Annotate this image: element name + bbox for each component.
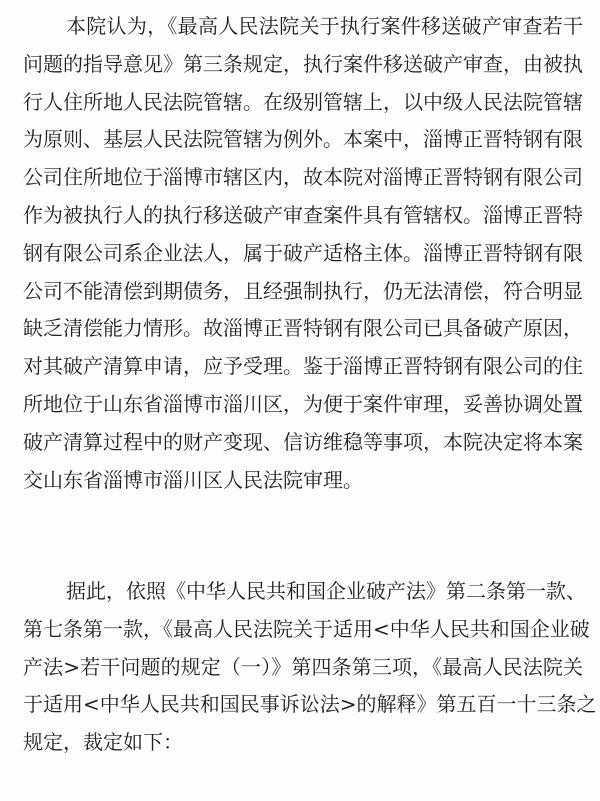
text-line: 规定，裁定如下： (23, 730, 183, 755)
text-line: 于适用<中华人民共和国民事诉讼法>的解释》第五百一十三条之 (23, 692, 597, 717)
text-line: 缺乏清偿能力情形。故淄博正晋特钢有限公司已具备破产原因， (23, 316, 583, 341)
text-line: 本院认为，《最高人民法院关于执行案件移送破产审查若干 (66, 14, 583, 38)
text-line: 所地位于山东省淄博市淄川区，为便于案件审理，妥善协调处置 (23, 391, 583, 416)
text-line: 为原则、基层人民法院管辖为例外。本案中，淄博正晋特钢有限 (23, 127, 583, 152)
text-line: 产法>若干问题的规定（一）》第四条第三项，《最高人民法院关 (23, 654, 583, 679)
text-line: 对其破产清算申请，应予受理。鉴于淄博正晋特钢有限公司的住 (23, 354, 583, 379)
text-line: 据此，依照《中华人民共和国企业破产法》第二条第一款、 (66, 579, 586, 603)
text-line: 行人住所地人民法院管辖。在级别管辖上，以中级人民法院管辖 (23, 89, 583, 114)
paragraph-ruling-basis (23, 573, 597, 762)
text-line: 作为被执行人的执行移送破产审查案件具有管辖权。淄博正晋特 (23, 202, 583, 227)
paragraph-reasoning (23, 8, 583, 499)
text-line: 交山东省淄博市淄川区人民法院审理。 (23, 467, 363, 492)
text-line: 公司住所地位于淄博市辖区内，故本院对淄博正晋特钢有限公司 (23, 165, 583, 190)
text-line: 公司不能清偿到期债务，且经强制执行，仍无法清偿，符合明显 (23, 278, 583, 303)
text-line: 问题的指导意见》第三条规定，执行案件移送破产审查，由被执 (23, 51, 583, 76)
text-line: 钢有限公司系企业法人，属于破产适格主体。淄博正晋特钢有限 (23, 240, 583, 265)
text-line: 破产清算过程中的财产变现、信访维稳等事项，本院决定将本案 (23, 429, 583, 454)
text-line: 第七条第一款，《最高人民法院关于适用<中华人民共和国企业破 (23, 616, 590, 641)
